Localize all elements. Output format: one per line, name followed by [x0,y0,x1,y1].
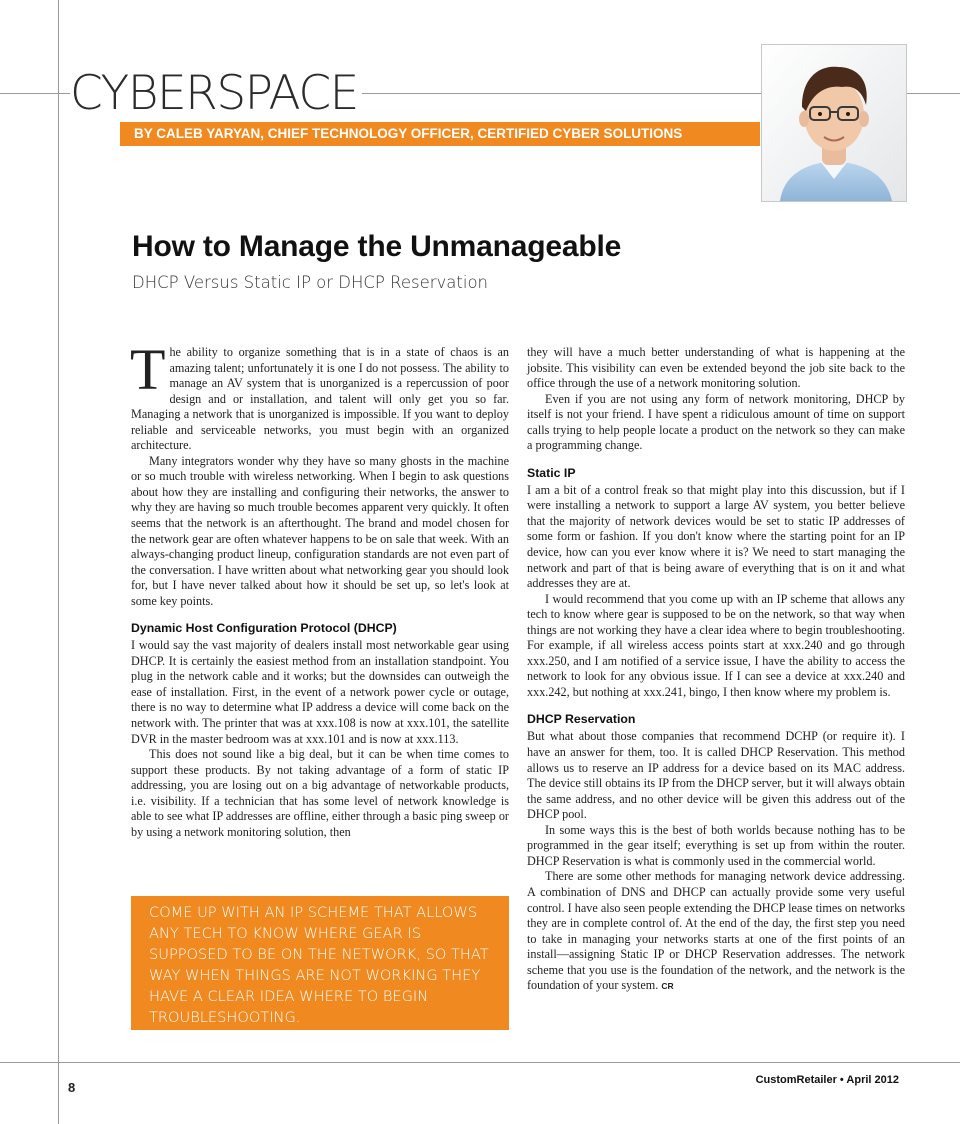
page-number: 8 [68,1080,76,1095]
body-paragraph-final: There are some other methods for managing network device addressing. A combination of DNS and DHCP can actually provide some very useful control. I have also seen people extending the DHCP lease times on networks they are in complete control of. At the end of the day, the first step you need to take in managing your networks starts at one of the first points of an install—assigning Static IP or DHCP Reservation addresses. The network scheme that you use is the foundation of the network, and the network is the foundation of your system. CR [527,869,905,993]
publication-footer: CustomRetailer • April 2012 [755,1074,899,1086]
body-paragraph: I would say the vast majority of dealers install most networkable gear using DHCP. It is certainly the easiest method from an installation standpoint. You plug in the network cable and it works; but the downsides can outweigh the ease of installation. First, in the event of a network power cycle or outage, there is no way to determine what IP address a device will come back on the network with. The printer that was at xxx.108 is now at xxx.101, the satellite DVR in the master bedroom was at xxx.101 and is now at xxx.113. [131,638,509,746]
footer-rule [0,1062,960,1063]
end-mark: CR [661,981,674,992]
intro-paragraph: The ability to organize something that is in a state of chaos is an amazing talent; unfortunately it is one I do not possess. The ability to manage an AV system that is unorganized is a repercussion of poor design and or installation, and talent will only get you so far. Managing a network that is unorganized is impossible. If you want to deploy reliable and serviceable networks, you must begin with an organized architecture. [130,337,509,453]
body-paragraph: In some ways this is the best of both worlds because nothing has to be programmed in the gear itself; everything is set up from within the router. DHCP Reservation is what is commonly used in the commercial world. [527,822,905,868]
author-byline: BY CALEB YARYAN, CHIEF TECHNOLOGY OFFICER, CERTIFIED CYBER SOLUTIONS [134,126,683,141]
body-paragraph: Many integrators wonder why they have so many ghosts in the machine or so much trouble with wireless networking. When I begin to ask questions about how they are installing and configuring their networks, the answer to why they are having so much trouble becomes apparent very quickly. It often seems that the network is an afterthought. The brand and model chosen for the network gear are often whatever happens to be on sale that week. With an always-changing product lineup, configuration standards are not even part of the conversation. I have written about what networking gear you should look for, but I have never talked about how it should be set up, so let's look at some key points. [131,453,509,608]
author-photo [761,44,907,202]
section-heading-static-ip: Static IP [527,465,576,480]
body-paragraph: But what about those companies that recommend DCHP (or require it). I have an answer for them, too. It is called DHCP Reservation. This method allows us to reserve an IP address for a device based on its MAC address. The device still obtains its IP from the DHCP server, but it will always obtain the same address, and no other device will be given this address out of the DHCP pool. [527,729,905,822]
body-paragraph: I would recommend that you come up with an IP scheme that allows any tech to know where gear is supposed to be on the network, so that way when things are not working they have a clear idea where to begin troubleshooting. For example, if all wireless access points start at xxx.240 and go through xxx.250, and I am notified of a service issue, I have the ability to access the network to look for any obvious issue. If I can see a device at xxx.240 and xxx.242, but nothing at xxx.241, bingo, I then know where my problem is. [527,591,905,699]
body-paragraph: I am a bit of a control freak so that might play into this discussion, but if I were installing a network to support a large AV system, you better believe that the majority of network devices would be set to static IP addresses of some form or fashion. If you don't know where the starting point for an IP device, how can you ever know where it is? We need to start managing the network and part of that is being aware of everything that is on it and what addresses they are at. [527,482,905,591]
article-headline: How to Manage the Unmanageable [132,230,622,263]
article-column-left [130,337,509,840]
pull-quote [131,896,509,1030]
drop-cap: T [130,337,166,402]
body-paragraph: This does not sound like a big deal, but it can be when time comes to support these products. By not taking advantage of a form of static IP addressing, you are losing out on a big advantage of networkable products, i.e. visibility. If a technician that has some level of network knowledge is able to see what IP addresses are offline, either through a basic ping sweep or by using a network monitoring solution, then [131,747,509,839]
pull-quote-text: COME UP WITH AN IP SCHEME THAT ALLOWS ANY TECH TO KNOW WHERE GEAR IS SUPPOSED TO BE ON THE NETWORK, SO THAT WAY WHEN THINGS ARE NOT WORKING THEY HAVE A CLEAR IDEA WHERE TO BEGIN TROUBLESHOOTING. [149,904,489,1026]
section-heading-dhcp: Dynamic Host Configuration Protocol (DHCP) [131,621,397,636]
article-column-right [527,345,905,995]
article-subhead: DHCP Versus Static IP or DHCP Reservation [132,273,488,292]
body-paragraph: they will have a much better understanding of what is happening at the jobsite. This visibility can even be extended beyond the job site back to the office through the use of a network monitoring solution. [527,345,905,391]
author-portrait-illustration [762,45,906,201]
section-heading-dhcp-reservation: DHCP Reservation [527,712,636,727]
vertical-margin-rule [58,0,59,1124]
body-paragraph: Even if you are not using any form of network monitoring, DHCP by itself is not your friend. I have spent a ridiculous amount of time on support calls trying to help people locate a product on the network so they can make a programming change. [527,391,905,453]
section-title: CYBERSPACE [70,66,362,122]
